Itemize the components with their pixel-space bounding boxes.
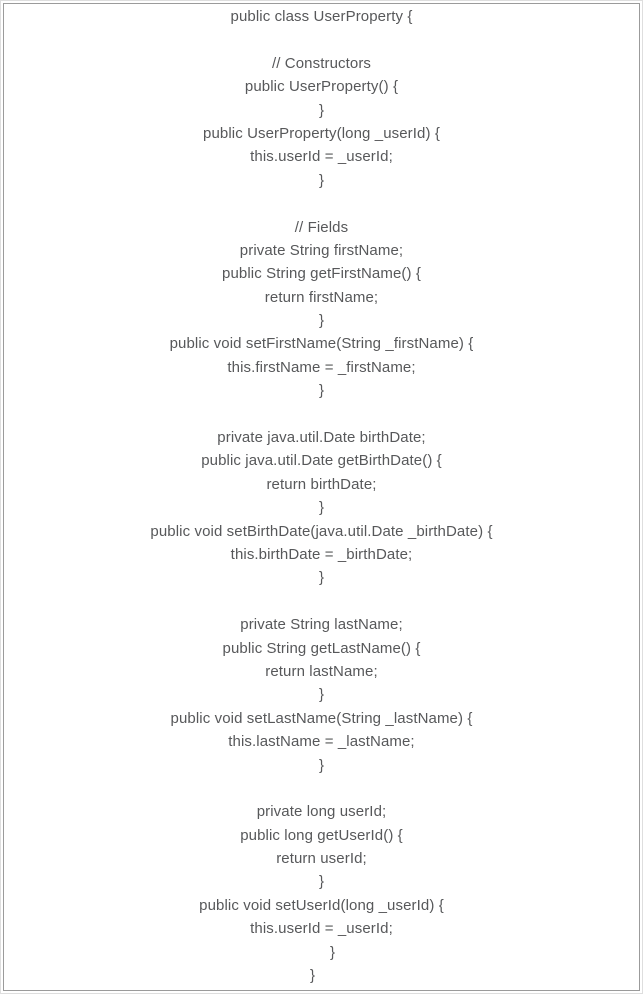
code-line: public String getLastName() { [222, 639, 421, 657]
code-blank-line [4, 590, 639, 613]
code-line: } [329, 943, 336, 961]
document-page [3, 3, 640, 991]
code-blank-line [4, 28, 639, 51]
code-line: public UserProperty() { [244, 78, 399, 96]
code-line: } [318, 101, 325, 119]
code-line: this.firstName = _firstName; [227, 358, 416, 376]
code-line: this.userId = _userId; [250, 920, 393, 938]
code-line: public String getFirstName() { [222, 265, 421, 283]
code-line: } [309, 967, 316, 985]
code-line: return birthDate; [266, 475, 377, 493]
code-blank-line [4, 403, 639, 426]
code-line: public void setLastName(String _lastName) { [170, 709, 473, 727]
code-line: } [318, 312, 325, 330]
code-line: } [318, 171, 325, 189]
code-line: public void setFirstName(String _firstName) { [169, 335, 474, 353]
code-line: } [318, 873, 325, 891]
code-line: this.userId = _userId; [250, 148, 393, 166]
code-line: public long getUserId() { [240, 826, 403, 844]
code-line: } [318, 499, 325, 517]
code-line: public UserProperty(long _userId) { [203, 124, 440, 142]
code-blank-line [4, 192, 639, 215]
code-line: public java.util.Date getBirthDate() { [201, 452, 442, 470]
code-line: } [318, 382, 325, 400]
code-line: } [318, 569, 325, 587]
code-line: public void setBirthDate(java.util.Date _birthDate) { [150, 522, 493, 540]
code-line: this.birthDate = _birthDate; [230, 545, 413, 563]
code-listing [4, 4, 639, 987]
code-line: public void setUserId(long _userId) { [199, 896, 444, 914]
code-blank-line [4, 777, 639, 800]
code-line: return lastName; [265, 662, 378, 680]
code-line: private java.util.Date birthDate; [217, 429, 426, 447]
code-line: private String lastName; [240, 616, 403, 634]
code-line: return userId; [276, 850, 367, 868]
code-line: private long userId; [256, 803, 387, 821]
code-line: // Fields [294, 218, 349, 236]
code-line: this.lastName = _lastName; [228, 733, 415, 751]
code-line: // Constructors [271, 54, 372, 72]
code-line: public class UserProperty { [230, 8, 413, 25]
code-line: } [318, 686, 325, 704]
code-line: } [318, 756, 325, 774]
code-line: return firstName; [264, 288, 379, 306]
code-line: private String firstName; [239, 241, 404, 259]
